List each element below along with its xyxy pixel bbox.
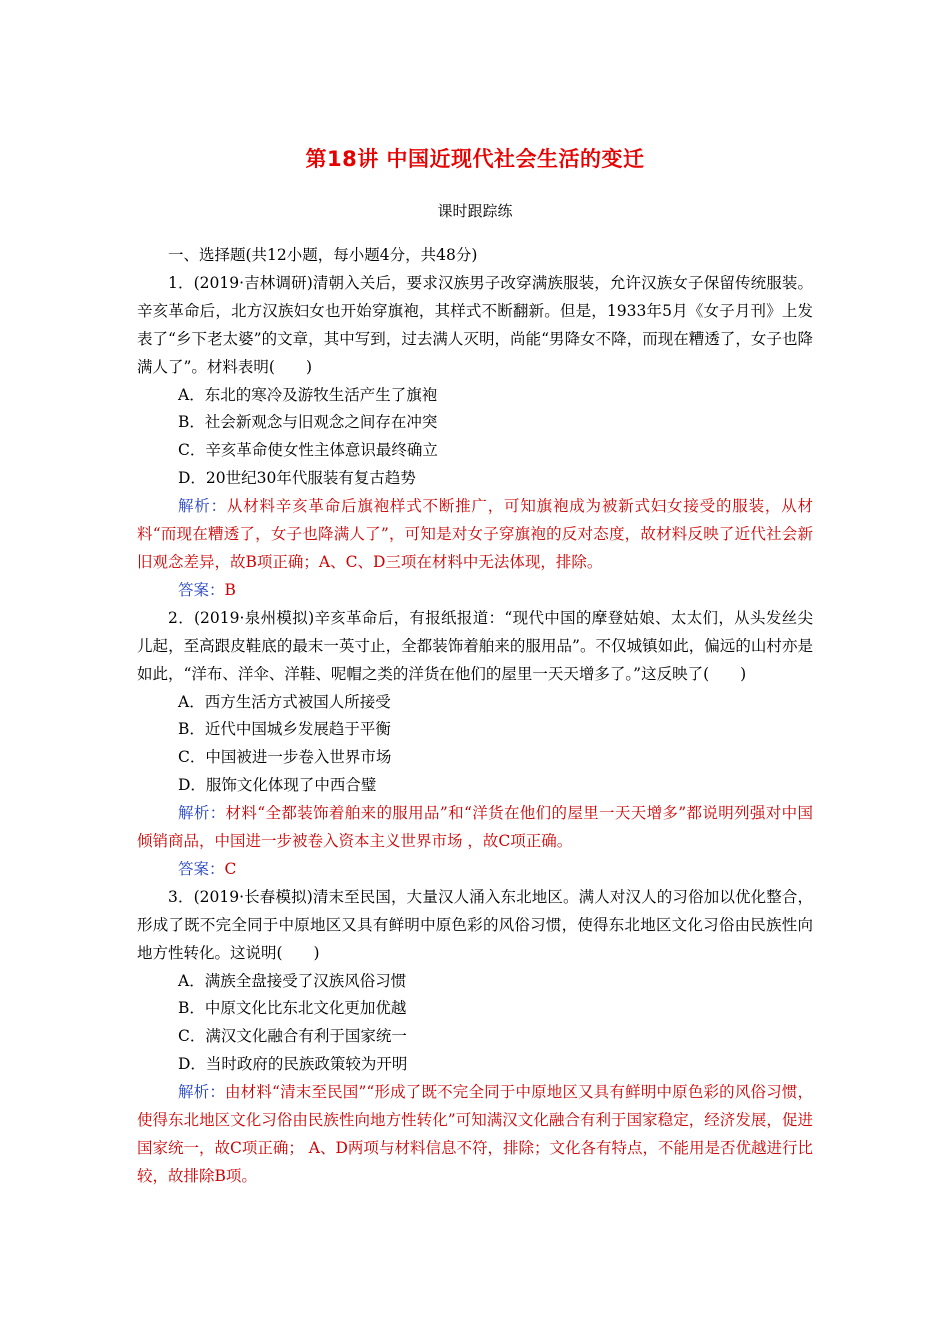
question-2-option-b: B．近代中国城乡发展趋于平衡 xyxy=(178,720,391,739)
question-1-analysis xyxy=(137,493,813,577)
analysis-text: 从材料辛亥革命后旗袍样式不断推广，可知旗袍成为被新式妇女接受的服装，从材料“而现在糟透了，女子也降满人了”，可知是对女子穿旗袍的反对态度，故材料反映了近代社会新旧观念差异，故B项正确；A、C、D三项在材料中无法体现，排除。 xyxy=(137,497,813,571)
question-1-option-c: C．辛亥革命使女性主体意识最终确立 xyxy=(178,441,438,460)
question-1-option-b: B．社会新观念与旧观念之间存在冲突 xyxy=(178,413,438,432)
question-1-option-a: A．东北的寒冷及游牧生活产生了旗袍 xyxy=(178,385,438,404)
question-1-stem: 1．(2019·吉林调研)清朝入关后，要求汉族男子改穿满族服装，允许汉族女子保留传统服装。辛亥革命后，北方汉族妇女也开始穿旗袍，其样式不断翻新。但是，1933年5月《女子月刊》上发表了“乡下老太婆”的文章，其中写到，过去满人灭明，尚能“男降女不降，而现在糟透了，女子也降满人了”。材料表明( ) xyxy=(137,273,813,376)
question-3-analysis xyxy=(137,1079,813,1191)
section-heading: 一、选择题(共12小题，每小题4分，共48分) xyxy=(168,246,478,264)
question-3-option-c: C．满汉文化融合有利于国家统一 xyxy=(178,1027,407,1046)
page-subtitle: 课时跟踪练 xyxy=(437,202,513,220)
question-2-option-a: A．西方生活方式被国人所接受 xyxy=(178,692,391,711)
document-body xyxy=(137,242,813,1191)
analysis-text: 由材料“清末至民国”“形成了既不完全同于中原地区又具有鲜明中原色彩的风俗习惯，使得东北地区文化习俗由民族性向地方性转化”可知满汉文化融合有利于国家稳定，经济发展，促进国家统一，故C项正确； A、D两项与材料信息不符，排除；文化各有特点，不能用是否优越进行比较，故排除B项。 xyxy=(137,1083,813,1185)
analysis-text: 材料“全都装饰着舶来的服用品”和“洋货在他们的屋里一天天增多”都说明列强对中国倾销商品，中国进一步被卷入资本主义世界市场 ，故C项正确。 xyxy=(137,804,813,851)
answer-label: 答案： xyxy=(178,580,225,599)
question-1-answer xyxy=(137,577,813,605)
analysis-label: 解析： xyxy=(178,497,227,516)
answer-value: C xyxy=(224,859,237,878)
question-3-option-d: D．当时政府的民族政策较为开明 xyxy=(178,1055,408,1074)
question-2-option-c: C．中国被进一步卷入世界市场 xyxy=(178,748,392,767)
question-2-answer xyxy=(137,856,813,884)
question-2-stem: 2．(2019·泉州模拟)辛亥革命后，有报纸报道：“现代中国的摩登姑娘、太太们，从头发丝尖儿起，至高跟皮鞋底的最末一英寸止，全都装饰着舶来的服用品”。不仅城镇如此，偏远的山村亦是如此，“洋布、洋伞、洋鞋、呢帽之类的洋货在他们的屋里一天天增多了。”这反映了( ) xyxy=(137,608,813,683)
answer-label: 答案： xyxy=(178,859,225,878)
question-3-option-b: B．中原文化比东北文化更加优越 xyxy=(178,999,407,1018)
question-2-analysis xyxy=(137,800,813,856)
analysis-label: 解析： xyxy=(178,1083,226,1102)
page-title: 第18讲 中国近现代社会生活的变迁 xyxy=(305,147,645,171)
question-2-option-d: D．服饰文化体现了中西合璧 xyxy=(178,776,377,795)
analysis-label: 解析： xyxy=(178,804,226,823)
question-3-option-a: A．满族全盘接受了汉族风俗习惯 xyxy=(178,971,407,990)
question-1-option-d: D．20世纪30年代服装有复古趋势 xyxy=(178,469,416,488)
question-3-stem: 3．(2019·长春模拟)清末至民国，大量汉人涌入东北地区。满人对汉人的习俗加以优化整合，形成了既不完全同于中原地区又具有鲜明中原色彩的风俗习惯，使得东北地区文化习俗由民族性向地方性转化。这说明( ) xyxy=(137,887,813,962)
answer-value: B xyxy=(224,580,236,599)
